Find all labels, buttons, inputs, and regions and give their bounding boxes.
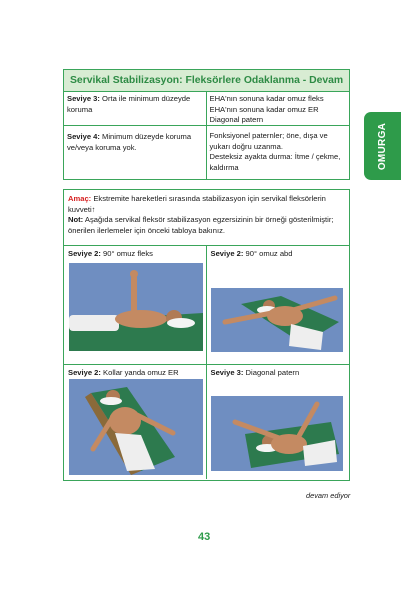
page-number: 43: [198, 531, 211, 543]
caption-text: 90° omuz abd: [243, 249, 293, 258]
aim-text: Ekstremite hareketleri sırasında stabilizasyon için servikal fleksörlerin kuvveti↑: [68, 194, 326, 214]
exercise-photo-cell: [207, 246, 350, 364]
exercise-photo-cell: [64, 365, 207, 479]
caption-level: Seviye 2:: [68, 368, 101, 377]
exercise-caption: [207, 365, 350, 380]
note-paragraph: [68, 215, 345, 236]
exercise-cell: [207, 126, 350, 179]
exercise-photo: [211, 396, 343, 471]
table-row: [64, 126, 349, 179]
aim-label: Amaç:: [68, 194, 92, 203]
note-text: Aşağıda servikal fleksör stabilizasyon egzersizinin bir örneği gösterilmiştir; önerilen ilerlemeler için önceki tabloya bakınız.: [68, 215, 334, 235]
exercise-line: Desteksiz ayakta durma: İtme / çekme, kaldırma: [209, 152, 341, 172]
exercise-photo: [69, 263, 203, 351]
level-description: Orta ile minimum düzeyde koruma: [67, 94, 191, 114]
exercise-caption: [64, 365, 206, 380]
exercise-line: EHA'nın sonuna kadar omuz fleks: [209, 94, 324, 103]
exercise-photo: [69, 379, 203, 475]
exercise-caption: [64, 246, 206, 261]
level-label: Seviye 4:: [67, 132, 100, 141]
caption-text: 90° omuz fleks: [100, 249, 153, 258]
caption-level: Seviye 2:: [68, 249, 101, 258]
continued-note: devam ediyor: [306, 491, 351, 500]
caption-level: Seviye 2:: [210, 249, 244, 258]
exercise-cell: [207, 92, 350, 125]
caption-level: Seviye 3:: [210, 368, 244, 377]
table-title: Servikal Stabilizasyon: Fleksörlere Odaklanma - Devam: [64, 70, 349, 92]
exercise-photo-cell: [64, 246, 207, 364]
exercise-line: Fonksiyonel paternler; öne, dışa ve yukarı doğru uzanma.: [209, 131, 328, 151]
level-cell: [64, 92, 207, 125]
note-label: Not:: [68, 215, 84, 224]
level-label: Seviye 3:: [67, 94, 100, 103]
intro-text: [64, 190, 349, 246]
exercise-photo-table: [63, 189, 350, 481]
exercise-line: EHA'nın sonuna kadar omuz ER: [209, 104, 319, 114]
stabilization-progression-table: [63, 69, 350, 180]
aim-paragraph: [68, 194, 345, 215]
level-description: Minimum düzeyde koruma ve/veya koruma yok.: [67, 132, 192, 152]
section-tab-omurga[interactable]: [364, 112, 401, 180]
exercise-photo-cell: [207, 365, 350, 479]
photo-row: [64, 365, 349, 479]
photo-row: [64, 246, 349, 365]
section-tab-label: OMURGA: [377, 122, 389, 170]
exercise-caption: [207, 246, 350, 261]
level-cell: [64, 126, 207, 179]
exercise-line: Diagonal patern: [209, 115, 264, 124]
caption-text: Kollar yanda omuz ER: [100, 368, 179, 377]
caption-text: Diagonal patern: [243, 368, 300, 377]
exercise-photo: [211, 288, 343, 352]
table-row: [64, 92, 349, 126]
